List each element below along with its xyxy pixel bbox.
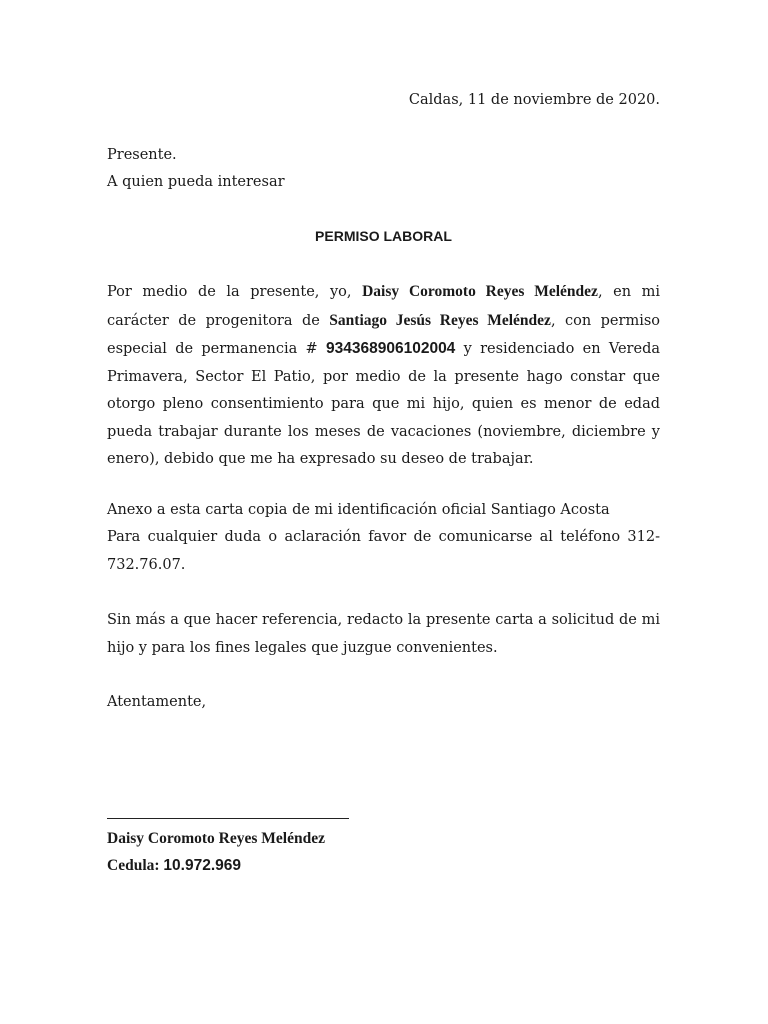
letter-title: PERMISO LABORAL [315,228,452,244]
contact-line: Para cualquier duda o aclaración favor de comunicarse al teléfono 312-732.76.07. [107,529,660,573]
signature-id [107,852,660,880]
greeting-to-whom: A quien pueda interesar [107,174,285,190]
body-text: Por medio de la presente, yo, [107,284,363,300]
body-text: y residenciado en Vereda Primavera, Sector El Patio, por medio de la presente hago constar que otorgo pleno consentimiento para que mi hijo, quien es menor de edad pueda trabajar durante los meses de vacaciones (noviembre, diciembre y enero), debido que me ha expresado su deseo de trabajar. [107,341,660,467]
permit-number: 934368906102004 [326,340,456,357]
parent-name: Daisy Coromoto Reyes Meléndez [362,283,598,300]
date-line: Caldas, 11 de noviembre de 2020. [408,92,660,108]
signature-id-number: 10.972.969 [163,857,241,874]
child-name: Santiago Jesús Reyes Meléndez [329,311,551,329]
body-text: , con permiso especial de permanencia # [107,312,661,357]
signature-line [107,818,349,819]
greeting-present: Presente. [107,147,177,163]
signature-name: Daisy Coromoto Reyes Meléndez [107,830,325,847]
body-paragraph-1 [107,278,660,474]
attachment-line: Anexo a esta carta copia de mi identificación oficial Santiago Acosta [107,502,610,518]
closing: Atentamente, [107,694,207,710]
signature-id-label: Cedula: [107,857,164,874]
body-text: , en mi carácter de progenitora de [107,284,660,329]
body-paragraph-3: Sin más a que hacer referencia, redacto la presente carta a solicitud de mi hijo y para los fines legales que juzgue convenientes. [107,612,660,656]
